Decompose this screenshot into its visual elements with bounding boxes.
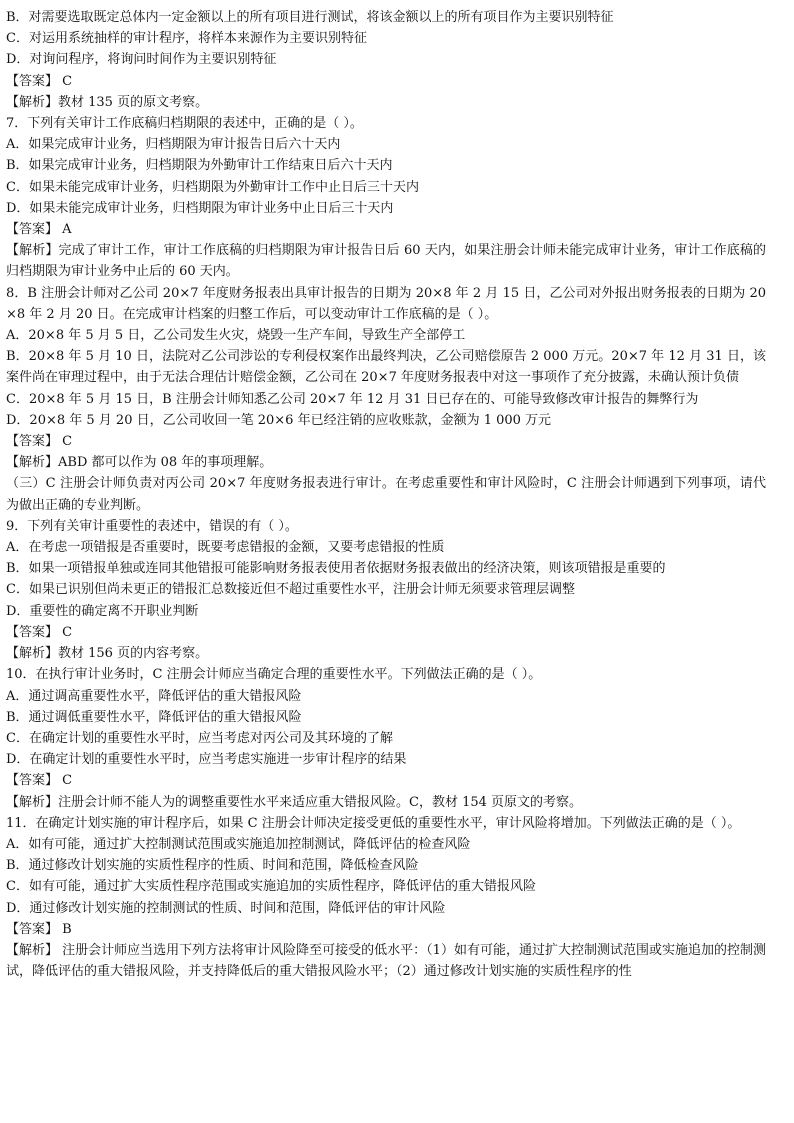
q8-option-b: B．20×8 年 5 月 10 日，法院对乙公司涉讼的专利侵权案作出最终判决，乙公司赔偿原告 2 000 万元。20×7 年 12 月 31 日，该案件尚在审理过程中，由于无法合理估计赔偿金额，乙公司在 20×7 年度财务报表中对这一事项作了充分披露，未确认预计负债 — [6, 349, 766, 386]
q10-option-d: D．在确定计划的重要性水平时，应当考虑实施进一步审计程序的结果 — [6, 752, 407, 768]
document-page — [6, 7, 766, 982]
q7-option-a: A．如果完成审计业务，归档期限为审计报告日后六十天内 — [6, 137, 341, 153]
q8-explanation: 【解析】ABD 都可以作为 08 年的事项理解。 — [6, 455, 273, 471]
q9-answer: 【答案】 C — [6, 624, 73, 640]
q10-option-c: C．在确定计划的重要性水平时，应当考虑对丙公司及其环境的了解 — [6, 730, 393, 746]
option-d-line: D．对询问程序，将询问时间作为主要识别特征 — [6, 52, 277, 68]
q11-answer: 【答案】 B — [6, 921, 72, 937]
option-b-line: B．对需要选取既定总体内一定金额以上的所有项目进行测试，将该金额以上的所有项目作为主要识别特征 — [6, 10, 614, 25]
section-three-intro: （三）C 注册会计师负责对丙公司 20×7 年度财务报表进行审计。在考虑重要性和审计风险时，C 注册会计师遇到下列事项，请代为做出正确的专业判断。 — [6, 476, 766, 513]
question-10: 10．在执行审计业务时，C 注册会计师应当确定合理的重要性水平。下列做法正确的是（ ）。 — [6, 667, 542, 683]
q7-explanation: 【解析】完成了审计工作，审计工作底稿的归档期限为审计报告日后 60 天内，如果注册会计师未能完成审计业务，审计工作底稿的归档期限为审计业务中止后的 60 天内。 — [6, 243, 766, 280]
q8-answer: 【答案】 C — [6, 434, 73, 450]
q9-option-a: A．在考虑一项错报是否重要时，既要考虑错报的金额，又要考虑错报的性质 — [6, 540, 445, 556]
question-8: 8．B 注册会计师对乙公司 20×7 年度财务报表出具审计报告的日期为 20×8 年 2 月 15 日，乙公司对外报出财务报表的日期为 20×8 年 2 月 20 日。在完成审计档案的归整工作后，可以变动审计工作底稿的是（ ）。 — [6, 285, 766, 322]
q11-option-a: A．如有可能，通过扩大控制测试范围或实施追加控制测试，降低评估的检查风险 — [6, 836, 471, 852]
q9-explanation: 【解析】教材 156 页的内容考察。 — [6, 646, 209, 662]
q9-option-d: D．重要性的确定离不开职业判断 — [6, 603, 199, 619]
question-9: 9．下列有关审计重要性的表述中，错误的有（ ）。 — [6, 518, 298, 534]
question-11: 11．在确定计划实施的审计程序后，如果 C 注册会计师决定接受更低的重要性水平，审计风险将增加。下列做法正确的是（ ）。 — [6, 815, 741, 831]
q8-option-a: A．20×8 年 5 月 5 日，乙公司发生火灾，烧毁一生产车间，导致生产全部停工 — [6, 328, 466, 344]
q7-option-d: D．如果未能完成审计业务，归档期限为审计业务中止日后三十天内 — [6, 200, 394, 216]
q10-option-b: B．通过调低重要性水平，降低评估的重大错报风险 — [6, 709, 302, 725]
q8-option-d: D．20×8 年 5 月 20 日，乙公司收回一笔 20×6 年已经注销的应收账款，金额为 1 000 万元 — [6, 412, 552, 428]
q10-explanation: 【解析】注册会计师不能人为的调整重要性水平来适应重大错报风险。C，教材 154 页原文的考察。 — [6, 794, 583, 810]
q7-option-c: C．如果未能完成审计业务，归档期限为外勤审计工作中止日后三十天内 — [6, 179, 419, 195]
q11-option-c: C．如有可能，通过扩大实质性程序范围或实施追加的实质性程序，降低评估的重大错报风险 — [6, 879, 536, 895]
q10-answer: 【答案】 C — [6, 773, 73, 789]
q10-option-a: A．通过调高重要性水平，降低评估的重大错报风险 — [6, 688, 302, 704]
q8-option-c: C．20×8 年 5 月 15 日，B 注册会计师知悉乙公司 20×7 年 12 月 31 日已存在的、可能导致修改审计报告的舞弊行为 — [6, 391, 699, 407]
q9-option-b: B．如果一项错报单独或连同其他错报可能影响财务报表使用者依据财务报表做出的经济决策，则该项错报是重要的 — [6, 561, 666, 577]
answer-line: 【答案】 C — [6, 73, 73, 89]
q7-option-b: B．如果完成审计业务，归档期限为外勤审计工作结束日后六十天内 — [6, 158, 393, 174]
q11-option-d: D．通过修改计划实施的控制测试的性质、时间和范围，降低评估的审计风险 — [6, 900, 446, 916]
q11-option-b: B．通过修改计划实施的实质性程序的性质、时间和范围，降低检查风险 — [6, 858, 419, 874]
question-7: 7．下列有关审计工作底稿归档期限的表述中，正确的是（ ）。 — [6, 116, 363, 132]
q7-answer: 【答案】 A — [6, 222, 72, 238]
q9-option-c: C．如果已识别但尚未更正的错报汇总数接近但不超过重要性水平，注册会计师无须要求管理层调整 — [6, 582, 575, 598]
explanation-line: 【解析】教材 135 页的原文考察。 — [6, 94, 209, 110]
q11-explanation: 【解析】 注册会计师应当选用下列方法将审计风险降至可接受的低水平：（1）如有可能，通过扩大控制测试范围或实施追加的控制测试，降低评估的重大错报风险，并支持降低后的重大错报风险水平；（2）通过修改计划实施的实质性程序的性 — [6, 942, 766, 980]
option-c-line: C．对运用系统抽样的审计程序，将样本来源作为主要识别特征 — [6, 31, 367, 47]
